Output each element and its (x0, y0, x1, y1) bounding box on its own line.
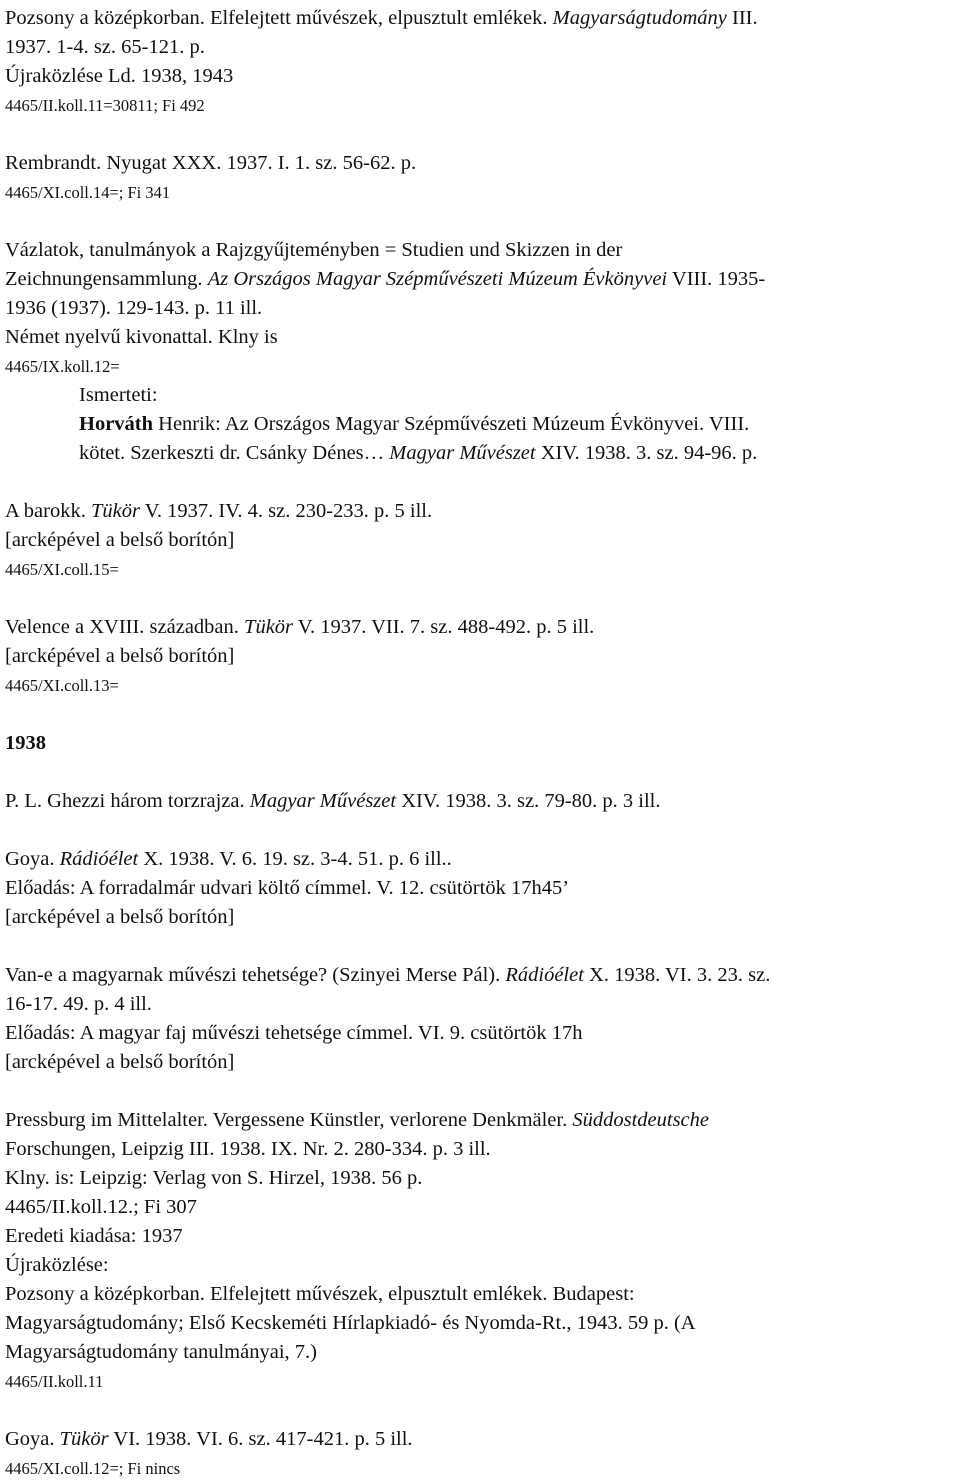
call-number: 4465/II.koll.11 (5, 1372, 104, 1391)
text-run: Henrik: Az Országos Magyar Szépművészeti Múzeum Évkönyvei. VIII. (153, 413, 750, 435)
text-run: [arcképével a belső borítón] (5, 906, 235, 928)
entry-line (5, 845, 957, 874)
text-run: XIV. 1938. 3. sz. 79-80. p. 3 ill. (396, 790, 661, 812)
entry-line (5, 33, 957, 62)
italic-title: Süddostdeutsche (572, 1109, 710, 1131)
entry-spacer (5, 932, 957, 961)
entry-spacer (5, 1396, 957, 1425)
italic-title: Tükör (59, 1428, 109, 1450)
text-run: Velence a XVIII. században. (5, 616, 245, 638)
text-run: Magyarságtudomány; Első Kecskeméti Hírlapkiadó- és Nyomda-Rt., 1943. 59 p. (A (5, 1312, 696, 1334)
text-run: Forschungen, Leipzig III. 1938. IX. Nr. 2. 280-334. p. 3 ill. (5, 1138, 491, 1160)
text-run: VI. 1938. VI. 6. sz. 417-421. p. 5 ill. (108, 1428, 413, 1450)
entry-line (5, 1251, 957, 1280)
text-run: Előadás: A forradalmár udvari költő címmel. V. 12. csütörtök 17h45’ (5, 877, 570, 899)
entry-spacer (5, 816, 957, 845)
entry-line (5, 1222, 957, 1251)
entry-spacer (5, 700, 957, 729)
text-run: Van-e a magyarnak művészi tehetsége? (Szinyei Merse Pál). (5, 964, 506, 986)
call-number: 4465/II.koll.11=30811; Fi 492 (5, 96, 205, 115)
entry-line (5, 265, 957, 294)
call-number: 4465/IX.koll.12= (5, 357, 120, 376)
text-run: [arcképével a belső borítón] (5, 1051, 235, 1073)
call-number: 4465/XI.coll.12=; Fi nincs (5, 1459, 181, 1478)
text-run: Rembrandt. Nyugat XXX. 1937. I. 1. sz. 56-62. p. (5, 152, 417, 174)
text-run: [arcképével a belső borítón] (5, 529, 235, 551)
text-run: Vázlatok, tanulmányok a Rajzgyűjteményben = Studien und Skizzen in der (5, 239, 623, 261)
entry-line (5, 1135, 957, 1164)
text-run: Goya. (5, 848, 60, 870)
entry-line (5, 1280, 957, 1309)
text-run: Pressburg im Mittelalter. Vergessene Künstler, verlorene Denkmäler. (5, 1109, 573, 1131)
text-run: X. 1938. VI. 3. 23. sz. (583, 964, 771, 986)
entry-line (5, 874, 957, 903)
text-run: kötet. Szerkeszti dr. Csánky Dénes… (79, 442, 390, 464)
entry-line (5, 961, 957, 990)
entry-line (5, 526, 957, 555)
review-label: Ismerteti: (79, 384, 158, 406)
entry-line (5, 4, 957, 33)
entry-line (5, 1048, 957, 1077)
entry-line (5, 1164, 957, 1193)
entry-line (5, 787, 957, 816)
year-heading: 1938 (5, 732, 46, 754)
entry-line (5, 236, 957, 265)
text-run: A barokk. (5, 500, 91, 522)
call-number: 4465/XI.coll.13= (5, 676, 119, 695)
entry-spacer (5, 758, 957, 787)
text-run: Újraközlése Ld. 1938, 1943 (5, 65, 234, 87)
call-number: 4465/XI.coll.14=; Fi 341 (5, 183, 171, 202)
entry-spacer (5, 584, 957, 613)
text-run: XIV. 1938. 3. sz. 94-96. p. (535, 442, 758, 464)
review-line (5, 410, 957, 439)
text-run: Zeichnungensammlung. (5, 268, 208, 290)
text-run: 1936 (1937). 129-143. p. 11 ill. (5, 297, 263, 319)
text-run: P. L. Ghezzi három torzrajza. (5, 790, 250, 812)
entry-spacer (5, 1077, 957, 1106)
text-run: X. 1938. V. 6. 19. sz. 3-4. 51. p. 6 ill.. (138, 848, 452, 870)
entry-spacer (5, 120, 957, 149)
entry-line (5, 990, 957, 1019)
entry-line (5, 1338, 957, 1367)
italic-title: Magyar Művészet (249, 790, 397, 812)
italic-title: Az Országos Magyar Szépművészeti Múzeum Évkönyvei (207, 268, 668, 290)
text-run: Pozsony a középkorban. Elfelejtett művészek, elpusztult emlékek. (5, 7, 553, 29)
italic-title: Rádióélet (505, 964, 584, 986)
italic-title: Tükör (90, 500, 140, 522)
text-run: Újraközlése: (5, 1254, 109, 1276)
entry-spacer (5, 468, 957, 497)
entry-line (5, 1106, 957, 1135)
italic-title: Rádióélet (59, 848, 139, 870)
entry-line (5, 613, 957, 642)
review-line (5, 439, 957, 468)
text-run: [arcképével a belső borítón] (5, 645, 235, 667)
text-run: Pozsony a középkorban. Elfelejtett művészek, elpusztult emlékek. Budapest: (5, 1283, 635, 1305)
text-run: Klny. is: Leipzig: Verlag von S. Hirzel, 1938. 56 p. (5, 1167, 423, 1189)
bibliography-document (5, 4, 957, 1483)
entry-line (5, 903, 957, 932)
entry-line (5, 62, 957, 91)
text-run: Előadás: A magyar faj művészi tehetsége címmel. VI. 9. csütörtök 17h (5, 1022, 583, 1044)
entry-spacer (5, 207, 957, 236)
text-run: 4465/II.koll.12.; Fi 307 (5, 1196, 197, 1218)
entry-line (5, 1309, 957, 1338)
text-run: 1937. 1-4. sz. 65-121. p. (5, 36, 205, 58)
italic-title: Magyar Művészet (389, 442, 536, 464)
author-surname: Horváth (79, 413, 154, 435)
italic-title: Tükör (244, 616, 294, 638)
text-run: V. 1937. IV. 4. sz. 230-233. p. 5 ill. (139, 500, 433, 522)
text-run: Magyarságtudomány tanulmányai, 7.) (5, 1341, 317, 1363)
entry-line (5, 642, 957, 671)
text-run: V. 1937. VII. 7. sz. 488-492. p. 5 ill. (293, 616, 595, 638)
call-number: 4465/XI.coll.15= (5, 560, 119, 579)
text-run: Német nyelvű kivonattal. Klny is (5, 326, 278, 348)
entry-line (5, 1193, 957, 1222)
entry-line (5, 294, 957, 323)
entry-line (5, 323, 957, 352)
text-run: 16-17. 49. p. 4 ill. (5, 993, 152, 1015)
text-run: Eredeti kiadása: 1937 (5, 1225, 183, 1247)
entry-line (5, 497, 957, 526)
text-run: Goya. (5, 1428, 60, 1450)
entry-line (5, 149, 957, 178)
entry-line (5, 1019, 957, 1048)
italic-title: Magyarságtudomány (552, 7, 727, 29)
entry-line (5, 1425, 957, 1454)
text-run: III. (726, 7, 758, 29)
text-run: VIII. 1935- (667, 268, 766, 290)
